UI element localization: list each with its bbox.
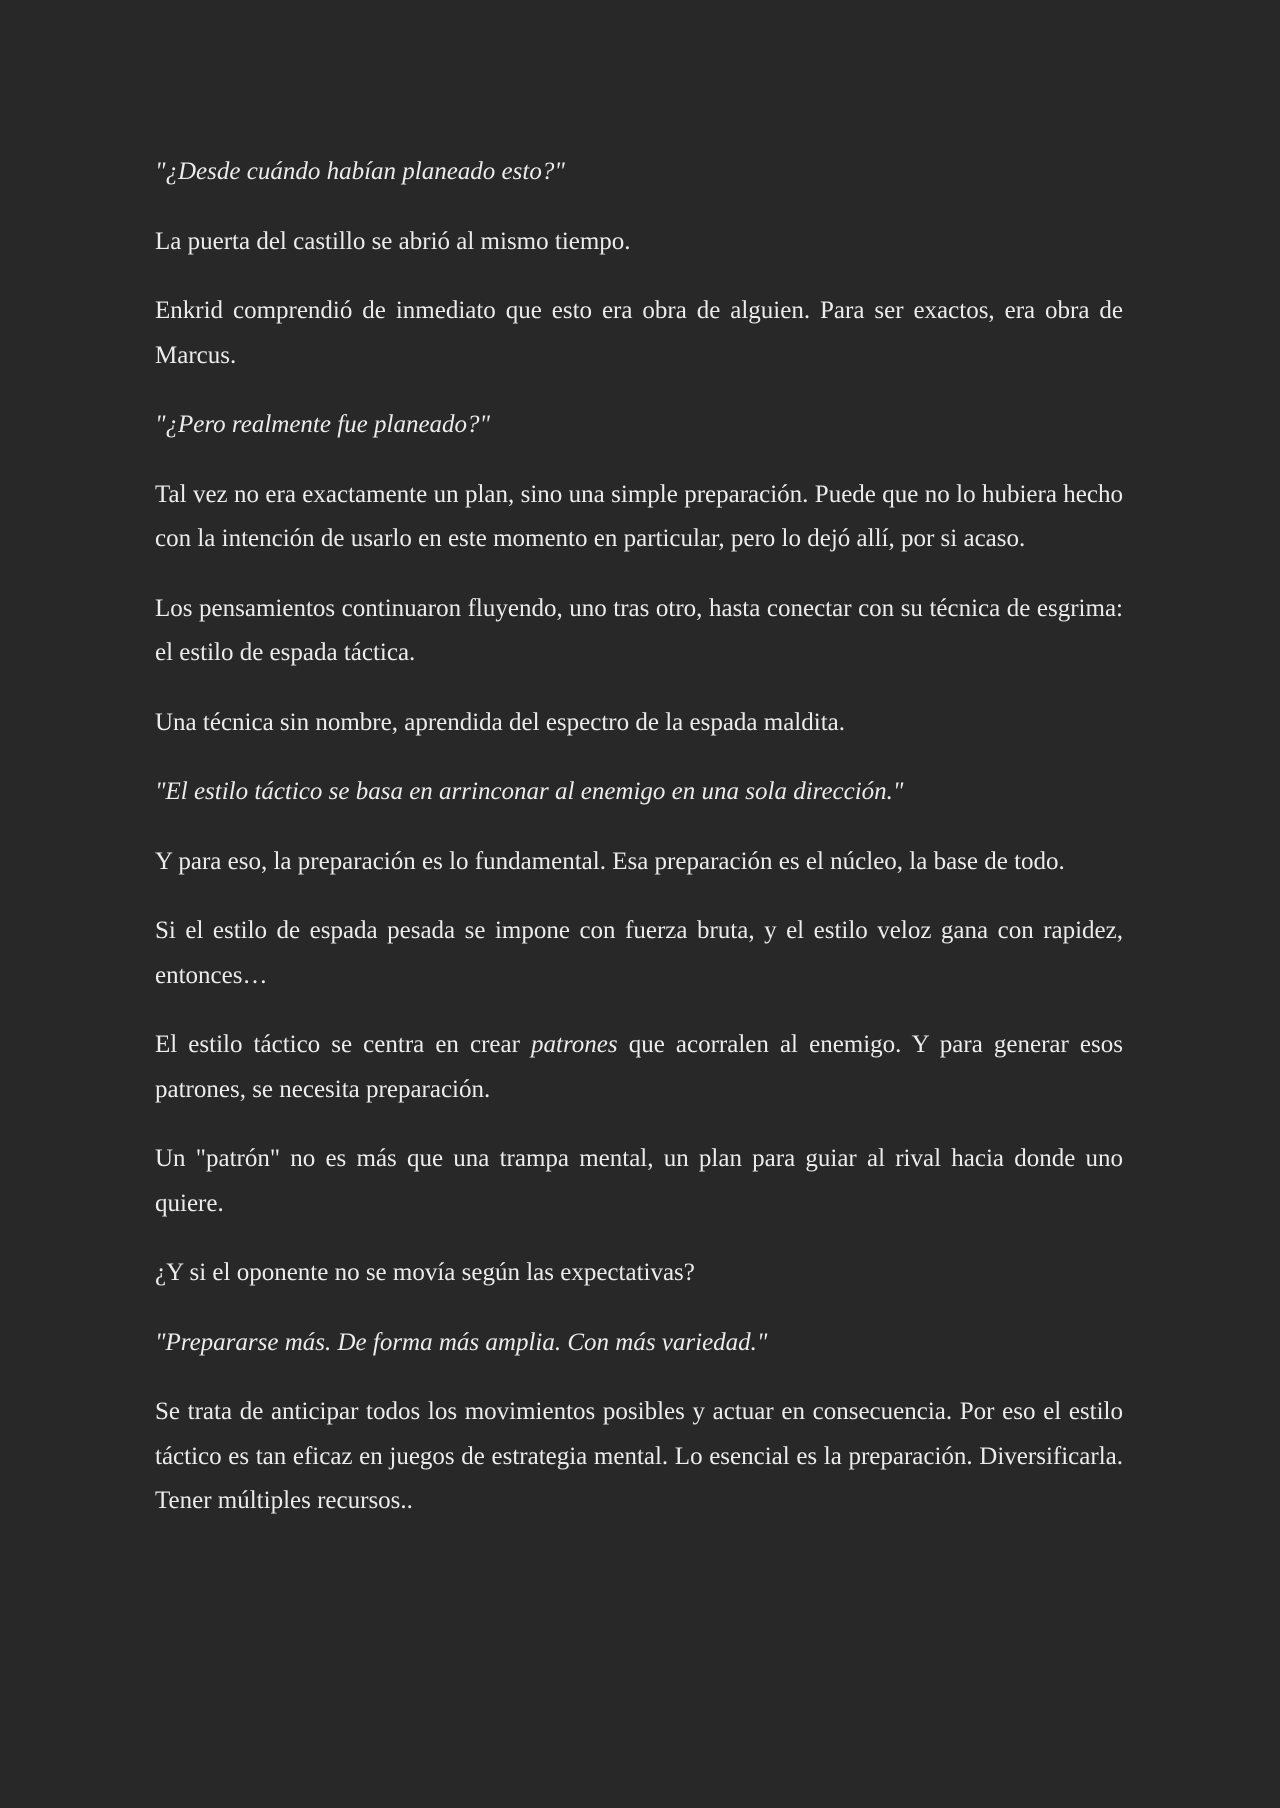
emphasized-word: patrones	[531, 1031, 618, 1058]
chapter-text	[155, 150, 1123, 1549]
thought-paragraph: "¿Pero realmente fue planeado?"	[155, 411, 491, 438]
narrative-paragraph: Si el estilo de espada pesada se impone con fuerza bruta, y el estilo veloz gana con rapidez, entonces…	[155, 917, 1123, 989]
narrative-paragraph: Tal vez no era exactamente un plan, sino una simple preparación. Puede que no lo hubiera hecho con la intención de usarlo en este momento en particular, pero lo dejó allí, por si acaso.	[155, 480, 1123, 552]
narrative-paragraph: ¿Y si el oponente no se movía según las expectativas?	[155, 1259, 695, 1286]
narrative-paragraph: Los pensamientos continuaron fluyendo, uno tras otro, hasta conectar con su técnica de esgrima: el estilo de espada táctica.	[155, 594, 1123, 666]
narrative-paragraph: Enkrid comprendió de inmediato que esto era obra de alguien. Para ser exactos, era obra de Marcus.	[155, 297, 1123, 369]
paragraph-text: El estilo táctico se centra en crear	[155, 1031, 532, 1058]
narrative-paragraph: Y para eso, la preparación es lo fundamental. Esa preparación es el núcleo, la base de todo.	[155, 847, 1065, 875]
narrative-paragraph: Un "patrón" no es más que una trampa mental, un plan para guiar al rival hacia donde uno quiere.	[155, 1145, 1123, 1217]
thought-paragraph: "¿Desde cuándo habían planeado esto?"	[155, 158, 565, 185]
narrative-paragraph: Se trata de anticipar todos los movimientos posibles y actuar en consecuencia. Por eso el estilo táctico es tan eficaz en juegos de estrategia mental. Lo esencial es la preparación. Diversificarla. Tener múltiples recursos..	[155, 1398, 1123, 1514]
thought-paragraph: "Prepararse más. De forma más amplia. Con más variedad."	[155, 1328, 768, 1356]
narrative-paragraph	[155, 1023, 1123, 1112]
thought-paragraph: "El estilo táctico se basa en arrinconar al enemigo en una sola dirección."	[155, 778, 904, 805]
narrative-paragraph: Una técnica sin nombre, aprendida del espectro de la espada maldita.	[155, 708, 845, 736]
paragraph-text: que acorralen al enemigo. Y para generar esos patrones, se necesita preparación.	[155, 1031, 1123, 1103]
narrative-paragraph: La puerta del castillo se abrió al mismo tiempo.	[155, 227, 631, 255]
